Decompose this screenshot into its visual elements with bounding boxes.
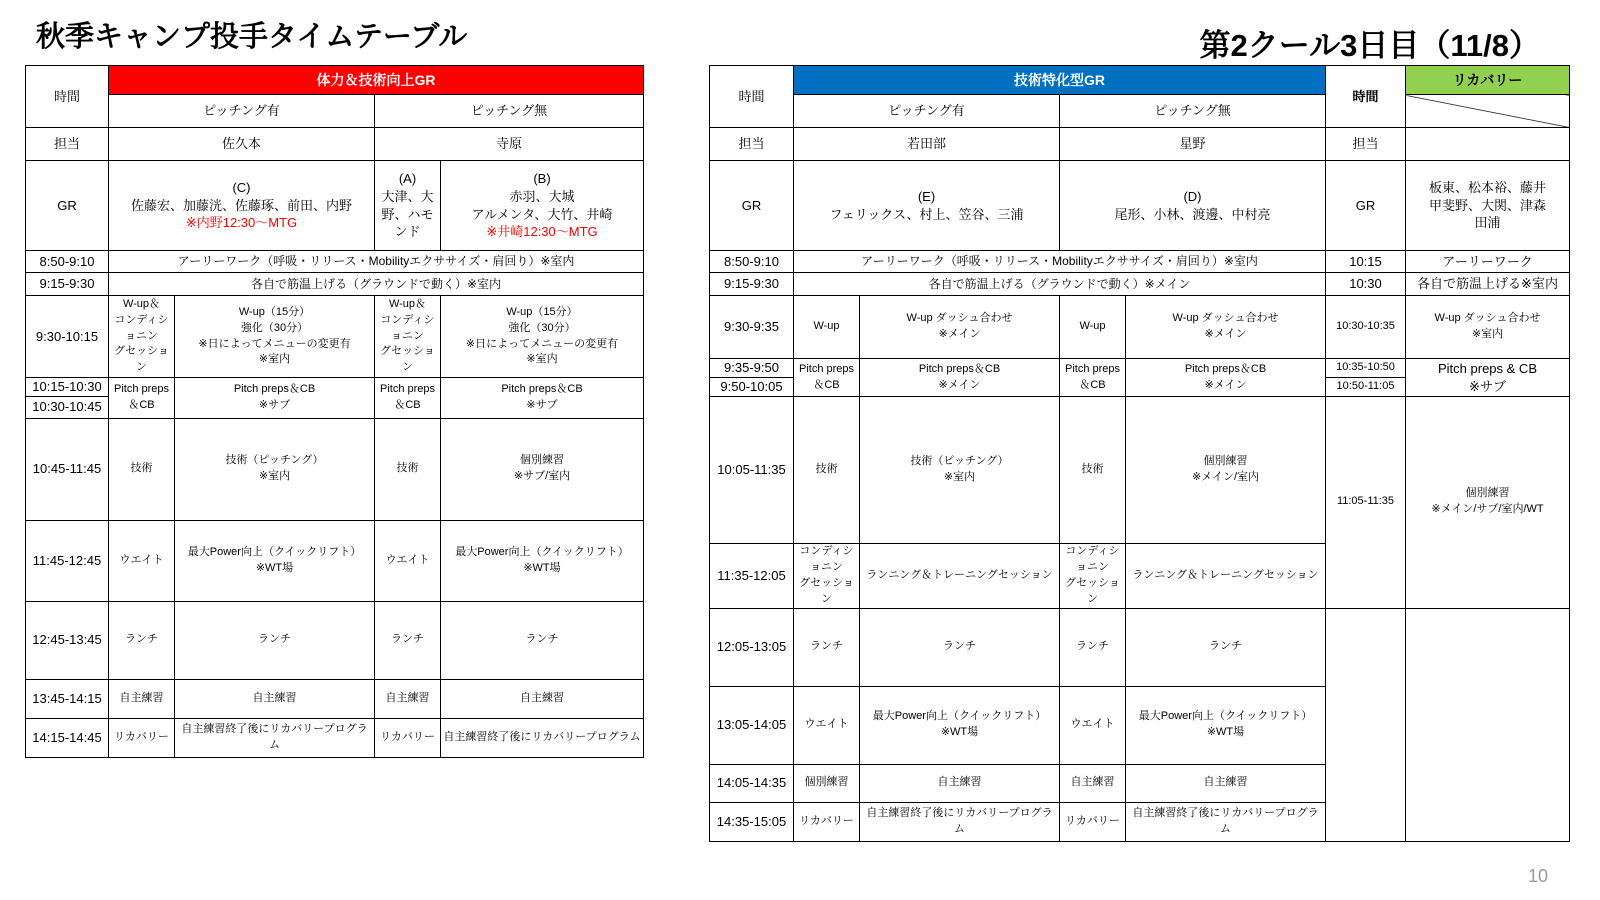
recovery-diagonal-cell — [1406, 95, 1570, 128]
recovery-time-cell: 10:15 — [1326, 251, 1406, 273]
weight-label-cell: ウエイト — [375, 520, 441, 601]
weight-main-cell — [1126, 686, 1326, 764]
self-practice-cell: 自主練習 — [1126, 764, 1326, 802]
tanto-pitching-yes: 若田部 — [794, 128, 1060, 161]
cell-line: 強化（30分） — [240, 321, 309, 334]
wup-dash-cell — [860, 296, 1060, 359]
gr-c-cell — [109, 161, 375, 251]
gr-c-code: (C) — [232, 180, 251, 196]
technique-label-cell: 技術 — [109, 418, 175, 520]
pitch-preps-cell — [794, 359, 860, 397]
cell-line: Pitch preps＆CB — [918, 362, 1001, 375]
cell-line: 最大Power向上（クイックリフト） — [1138, 710, 1313, 723]
lunch-cell: ランチ — [860, 608, 1060, 686]
cell-line: ※サブ — [258, 398, 291, 411]
page-subtitle: 第2クール3日目（11/8） — [1199, 28, 1540, 63]
cell-line: W-up（15分） — [238, 305, 311, 318]
technique-pitching-cell — [175, 418, 375, 520]
recovery-time-cell: 10:50-11:05 — [1326, 378, 1406, 397]
technique-pitching-cell — [860, 397, 1060, 544]
recovery-gr-cell — [1406, 161, 1570, 251]
early-work-cell: アーリーワーク（呼吸・リリース・Mobilityエクササイズ・肩回り）※室内 — [109, 251, 644, 273]
self-practice-label-cell: 自主練習 — [1060, 764, 1126, 802]
time-cell: 8:50-9:10 — [710, 251, 794, 273]
recovery-gr-label: GR — [1326, 161, 1406, 251]
time-header: 時間 — [26, 66, 109, 128]
recovery-early-work-cell: アーリーワーク — [1406, 251, 1570, 273]
time-cell: 13:45-14:15 — [26, 679, 109, 718]
self-practice-cell: 自主練習 — [441, 679, 644, 718]
cell-line: Pitch preps — [113, 382, 170, 395]
recovery-label-cell: リカバリー — [1060, 802, 1126, 841]
gr-b-names2: アルメンタ、大竹、井崎 — [471, 206, 613, 222]
gr-e-code: (E) — [917, 188, 936, 204]
weight-main-cell — [441, 520, 644, 601]
cell-line: ※サブ — [526, 398, 558, 411]
wup-dash-cell — [1126, 296, 1326, 359]
gr-c-names: 佐藤宏、加藤洸、佐藤琢、前田、内野 — [130, 197, 352, 213]
time-cell: 10:45-11:45 — [26, 418, 109, 520]
time-cell: 10:30-10:45 — [26, 396, 109, 418]
cell-line: グセッション — [114, 345, 169, 374]
gr-a-names: 大津、大野、ハモンド — [381, 188, 434, 240]
cell-line: 板東、松本裕、藤井 — [1428, 180, 1546, 196]
cell-line: ※WT場 — [940, 726, 979, 739]
cell-line: ※メイン — [1204, 328, 1247, 340]
cell-line: W-up＆ — [122, 297, 161, 310]
time-cell: 9:15-9:30 — [26, 273, 109, 296]
cell-line: ※WT場 — [255, 561, 294, 574]
time-cell: 8:50-9:10 — [26, 251, 109, 273]
cell-line: ※室内 — [943, 471, 976, 483]
page-title: 秋季キャンプ投手タイムテーブル — [36, 21, 468, 53]
cell-line: ※サブ/室内 — [513, 470, 571, 483]
running-training-cell: ランニング＆トレーニングセッション — [860, 544, 1060, 609]
cell-line: Pitch preps — [798, 362, 855, 375]
recovery-tanto-label: 担当 — [1326, 128, 1406, 161]
cell-line: ※室内 — [258, 353, 291, 366]
pitch-preps-cell — [1060, 359, 1126, 397]
cell-line: ＆CB — [128, 398, 155, 411]
recovery-tanto-cell — [1406, 128, 1570, 161]
weight-main-cell — [175, 520, 375, 601]
page-number: 10 — [1527, 866, 1548, 886]
gr-e-names: フェリックス、村上、笠谷、三浦 — [829, 206, 1024, 222]
cell-line: ※室内 — [526, 353, 558, 366]
time-cell: 14:15-14:45 — [26, 718, 109, 757]
cell-line: 個別練習 — [1465, 487, 1510, 500]
cell-line: ※メイン — [1204, 378, 1247, 391]
wup-strength-cell — [441, 296, 644, 378]
cell-line: ※メイン/室内 — [1191, 471, 1260, 483]
cell-line: ※サブ — [1469, 378, 1506, 394]
pitching-yes-header: ピッチング有 — [794, 95, 1060, 128]
early-work-cell: アーリーワーク（呼吸・リリース・Mobilityエクササイズ・肩回り）※室内 — [794, 251, 1326, 273]
wup-label-cell: W-up — [794, 296, 860, 359]
pitch-preps-main-cell — [1126, 359, 1326, 397]
cell-line: W-up＆ — [388, 297, 427, 310]
cell-line: Pitch preps — [379, 382, 436, 395]
recovery-program-cell: 自主練習終了後にリカバリープログラム — [441, 718, 644, 757]
gr-d-names: 尾形、小林、渡邊、中村亮 — [1114, 206, 1271, 222]
cell-line: 個別練習 — [1203, 455, 1248, 468]
cell-line: W-up ダッシュ合わせ — [1172, 312, 1279, 325]
lunch-cell: ランチ — [441, 601, 644, 679]
time-cell: 13:05-14:05 — [710, 686, 794, 764]
time-cell: 14:05-14:35 — [710, 764, 794, 802]
recovery-program-cell: 自主練習終了後にリカバリープログラム — [860, 802, 1060, 841]
technique-label-cell: 技術 — [375, 418, 441, 520]
recovery-warmup-cell: 各自で筋温上げる※室内 — [1406, 273, 1570, 296]
cell-line: Pitch preps＆CB — [501, 382, 583, 395]
time-cell: 14:35-15:05 — [710, 802, 794, 841]
pitch-preps-cell — [375, 378, 441, 419]
pitch-preps-main-cell — [441, 378, 644, 419]
time-cell: 9:30-10:15 — [26, 296, 109, 378]
pitching-no-header: ピッチング無 — [1060, 95, 1326, 128]
cell-line: Pitch preps＆CB — [233, 382, 316, 395]
conditioning-label-cell — [1060, 544, 1126, 609]
cell-line: ＆CB — [1079, 378, 1106, 391]
individual-practice-cell — [441, 418, 644, 520]
gr-a-cell — [375, 161, 441, 251]
lunch-label-cell: ランチ — [1060, 608, 1126, 686]
recovery-pitch-preps-cell — [1406, 359, 1570, 397]
cell-line: 技術（ピッチング） — [225, 454, 324, 467]
time-cell: 10:15-10:30 — [26, 378, 109, 397]
cell-line: ＆CB — [394, 398, 421, 411]
cell-line: ※メイン — [938, 378, 981, 391]
cell-line: 田浦 — [1474, 215, 1501, 231]
self-practice-cell: 自主練習 — [860, 764, 1060, 802]
individual-practice-cell — [1126, 397, 1326, 544]
individual-label-cell: 個別練習 — [794, 764, 860, 802]
gr-b-names1: 赤羽、大城 — [509, 188, 575, 204]
gr-b-note: ※井崎12:30～MTG — [486, 224, 598, 240]
gr-label: GR — [710, 161, 794, 251]
time-cell: 9:15-9:30 — [710, 273, 794, 296]
cell-line: コンディショニン — [114, 313, 169, 342]
cell-line: ※メイン — [938, 328, 981, 340]
time-cell: 11:45-12:45 — [26, 520, 109, 601]
weight-label-cell: ウエイト — [109, 520, 175, 601]
gr-a-code: (A) — [398, 171, 417, 187]
tanto-pitching-no: 星野 — [1060, 128, 1326, 161]
cell-line: 最大Power向上（クイックリフト） — [455, 545, 629, 558]
left-timetable — [25, 65, 644, 758]
conditioning-label-cell — [794, 544, 860, 609]
cell-line: コンディショニン — [799, 545, 854, 573]
tanto-label: 担当 — [26, 128, 109, 161]
cell-line: Pitch preps＆CB — [1184, 362, 1267, 375]
recovery-empty-cell — [1406, 608, 1570, 841]
lunch-cell: ランチ — [1126, 608, 1326, 686]
gr-e-cell — [794, 161, 1060, 251]
cell-line: 個別練習 — [520, 454, 564, 467]
time-cell: 9:50-10:05 — [710, 378, 794, 397]
self-practice-cell: 自主練習 — [175, 679, 375, 718]
warmup-self-cell: 各自で筋温上げる（グラウンドで動く）※メイン — [794, 273, 1326, 296]
self-practice-label-cell: 自主練習 — [109, 679, 175, 718]
cell-line: グセッション — [1065, 576, 1120, 605]
gr-d-code: (D) — [1183, 188, 1202, 204]
group-header-stamina: 体力＆技術向上GR — [109, 66, 644, 95]
recovery-time-cell: 11:05-11:35 — [1326, 397, 1406, 609]
cell-line: ※WT場 — [1206, 726, 1245, 739]
cell-line: コンディショニン — [1065, 545, 1120, 573]
recovery-label-cell: リカバリー — [375, 718, 441, 757]
running-training-cell: ランニング＆トレーニングセッション — [1126, 544, 1326, 609]
group-header-recovery: リカバリー — [1406, 66, 1570, 95]
time-cell: 9:35-9:50 — [710, 359, 794, 378]
recovery-wup-cell — [1406, 296, 1570, 359]
cell-line: W-up ダッシュ合わせ — [906, 312, 1013, 325]
lunch-label-cell: ランチ — [375, 601, 441, 679]
cell-line: Pitch preps & CB — [1438, 360, 1537, 376]
time-cell: 10:05-11:35 — [710, 397, 794, 544]
lunch-label-cell: ランチ — [109, 601, 175, 679]
recovery-empty-time — [1326, 608, 1406, 841]
wup-conditioning-cell — [375, 296, 441, 378]
pitching-no-header: ピッチング無 — [375, 95, 644, 128]
cell-line: W-up（15分） — [506, 305, 578, 318]
cell-line: ※日によってメニューの変更有 — [465, 337, 619, 350]
cell-line: ※WT場 — [523, 561, 561, 574]
lunch-cell: ランチ — [175, 601, 375, 679]
time-header: 時間 — [710, 66, 794, 128]
recovery-time-cell: 10:30 — [1326, 273, 1406, 296]
cell-line: W-up ダッシュ合わせ — [1434, 312, 1541, 325]
recovery-time-cell: 10:35-10:50 — [1326, 359, 1406, 378]
cell-line: ※室内 — [1471, 328, 1504, 340]
pitch-preps-main-cell — [860, 359, 1060, 397]
gr-d-cell — [1060, 161, 1326, 251]
time-cell: 11:35-12:05 — [710, 544, 794, 609]
recovery-individual-cell — [1406, 397, 1570, 609]
cell-line: Pitch preps — [1064, 362, 1121, 375]
cell-line: 甲斐野、大関、津森 — [1428, 197, 1546, 213]
recovery-label-cell: リカバリー — [794, 802, 860, 841]
cell-line: 技術（ピッチング） — [910, 455, 1009, 468]
weight-label-cell: ウエイト — [794, 686, 860, 764]
pitch-preps-main-cell — [175, 378, 375, 419]
tanto-pitching-no: 寺原 — [375, 128, 644, 161]
wup-label-cell: W-up — [1060, 296, 1126, 359]
weight-label-cell: ウエイト — [1060, 686, 1126, 764]
group-header-technique: 技術特化型GR — [794, 66, 1326, 95]
tanto-pitching-yes: 佐久本 — [109, 128, 375, 161]
recovery-label-cell: リカバリー — [109, 718, 175, 757]
time-cell: 12:05-13:05 — [710, 608, 794, 686]
cell-line: コンディショニン — [380, 313, 435, 342]
technique-label-cell: 技術 — [1060, 397, 1126, 544]
cell-line: グセッション — [799, 576, 854, 605]
cell-line: ＆CB — [813, 378, 840, 391]
recovery-program-cell: 自主練習終了後にリカバリープログラム — [1126, 802, 1326, 841]
recovery-time-header: 時間 — [1326, 66, 1406, 128]
cell-line: 最大Power向上（クイックリフト） — [187, 545, 362, 558]
recovery-program-cell: 自主練習終了後にリカバリープログラム — [175, 718, 375, 757]
gr-b-cell — [441, 161, 644, 251]
gr-label: GR — [26, 161, 109, 251]
wup-conditioning-cell — [109, 296, 175, 378]
cell-line: グセッション — [380, 345, 435, 374]
self-practice-label-cell: 自主練習 — [375, 679, 441, 718]
wup-strength-cell — [175, 296, 375, 378]
technique-label-cell: 技術 — [794, 397, 860, 544]
gr-c-note: ※内野12:30～MTG — [185, 215, 298, 231]
cell-line: 最大Power向上（クイックリフト） — [872, 710, 1047, 723]
time-cell: 9:30-9:35 — [710, 296, 794, 359]
pitch-preps-cell — [109, 378, 175, 419]
cell-line: ※室内 — [258, 470, 291, 483]
lunch-label-cell: ランチ — [794, 608, 860, 686]
right-timetable — [709, 65, 1570, 842]
cell-line: ※日によってメニューの変更有 — [198, 337, 351, 350]
gr-b-code: (B) — [533, 171, 551, 187]
tanto-label: 担当 — [710, 128, 794, 161]
cell-line: ※メイン/サブ/室内/WT — [1431, 503, 1544, 516]
time-cell: 12:45-13:45 — [26, 601, 109, 679]
cell-line: 強化（30分） — [508, 321, 576, 334]
pitching-yes-header: ピッチング有 — [109, 95, 375, 128]
recovery-time-cell: 10:30-10:35 — [1326, 296, 1406, 359]
warmup-self-cell: 各自で筋温上げる（グラウンドで動く）※室内 — [109, 273, 644, 296]
weight-main-cell — [860, 686, 1060, 764]
